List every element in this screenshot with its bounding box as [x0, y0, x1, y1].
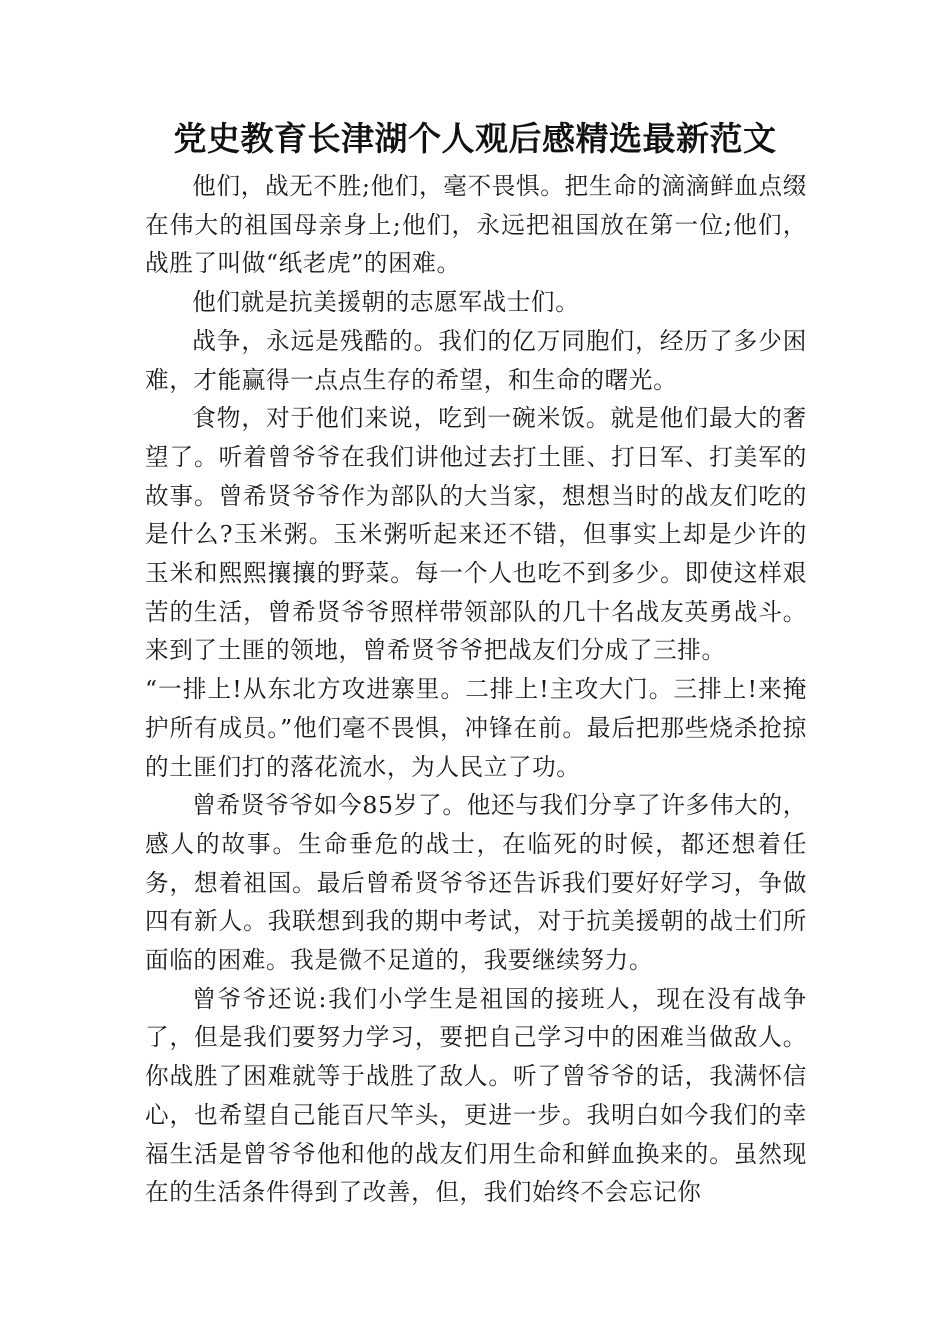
paragraph: 曾爷爷还说:我们小学生是祖国的接班人，现在没有战争了，但是我们要努力学习，要把自己学习中的困难当做敌人。你战胜了困难就等于战胜了敌人。听了曾爷爷的话，我满怀信心，也希望自己能百尺竿头，更进一步。我明白如今我们的幸福生活是曾爷爷他和他的战友们用生命和鲜血换来的。虽然现在的生活条件得到了改善，但，我们始终不会忘记你: [145, 984, 807, 1207]
paragraph: 他们就是抗美援朝的志愿军战士们。: [192, 288, 580, 317]
document-body: [145, 167, 807, 1212]
paragraph: 战争，永远是残酷的。我们的亿万同胞们，经历了多少困难，才能赢得一点点生存的希望，和生命的曙光。: [145, 326, 807, 394]
document-title: 党史教育长津湖个人观后感精选最新范文: [173, 119, 777, 158]
paragraph: 他们，战无不胜;他们，毫不畏惧。把生命的滴滴鲜血点缀在伟大的祖国母亲身上;他们，永远把祖国放在第一位;他们，战胜了叫做“纸老虎”的困难。: [145, 172, 807, 278]
paragraph: 食物，对于他们来说，吃到一碗米饭。就是他们最大的奢望了。听着曾爷爷在我们讲他过去打土匪、打日军、打美军的故事。曾希贤爷爷作为部队的大当家，想想当时的战友们吃的是什么?玉米粥。玉米粥听起来还不错，但事实上却是少许的玉米和熙熙攘攘的野菜。每一个人也吃不到多少。即使这样艰苦的生活，曾希贤爷爷照样带领部队的几十名战友英勇战斗。来到了土匪的领地，曾希贤爷爷把战友们分成了三排。: [145, 404, 807, 665]
paragraph: 曾希贤爷爷如今85岁了。他还与我们分享了许多伟大的，感人的故事。生命垂危的战士，在临死的时候，都还想着任务，想着祖国。最后曾希贤爷爷还告诉我们要好好学习，争做四有新人。我联想到我的期中考试，对于抗美援朝的战士们所面临的困难。我是微不足道的，我要继续努力。: [145, 791, 807, 975]
paragraph: “一排上!从东北方攻进寨里。二排上!主攻大门。三排上!来掩护所有成员。”他们毫不畏惧，冲锋在前。最后把那些烧杀抢掠的土匪们打的落花流水，为人民立了功。: [145, 675, 807, 781]
